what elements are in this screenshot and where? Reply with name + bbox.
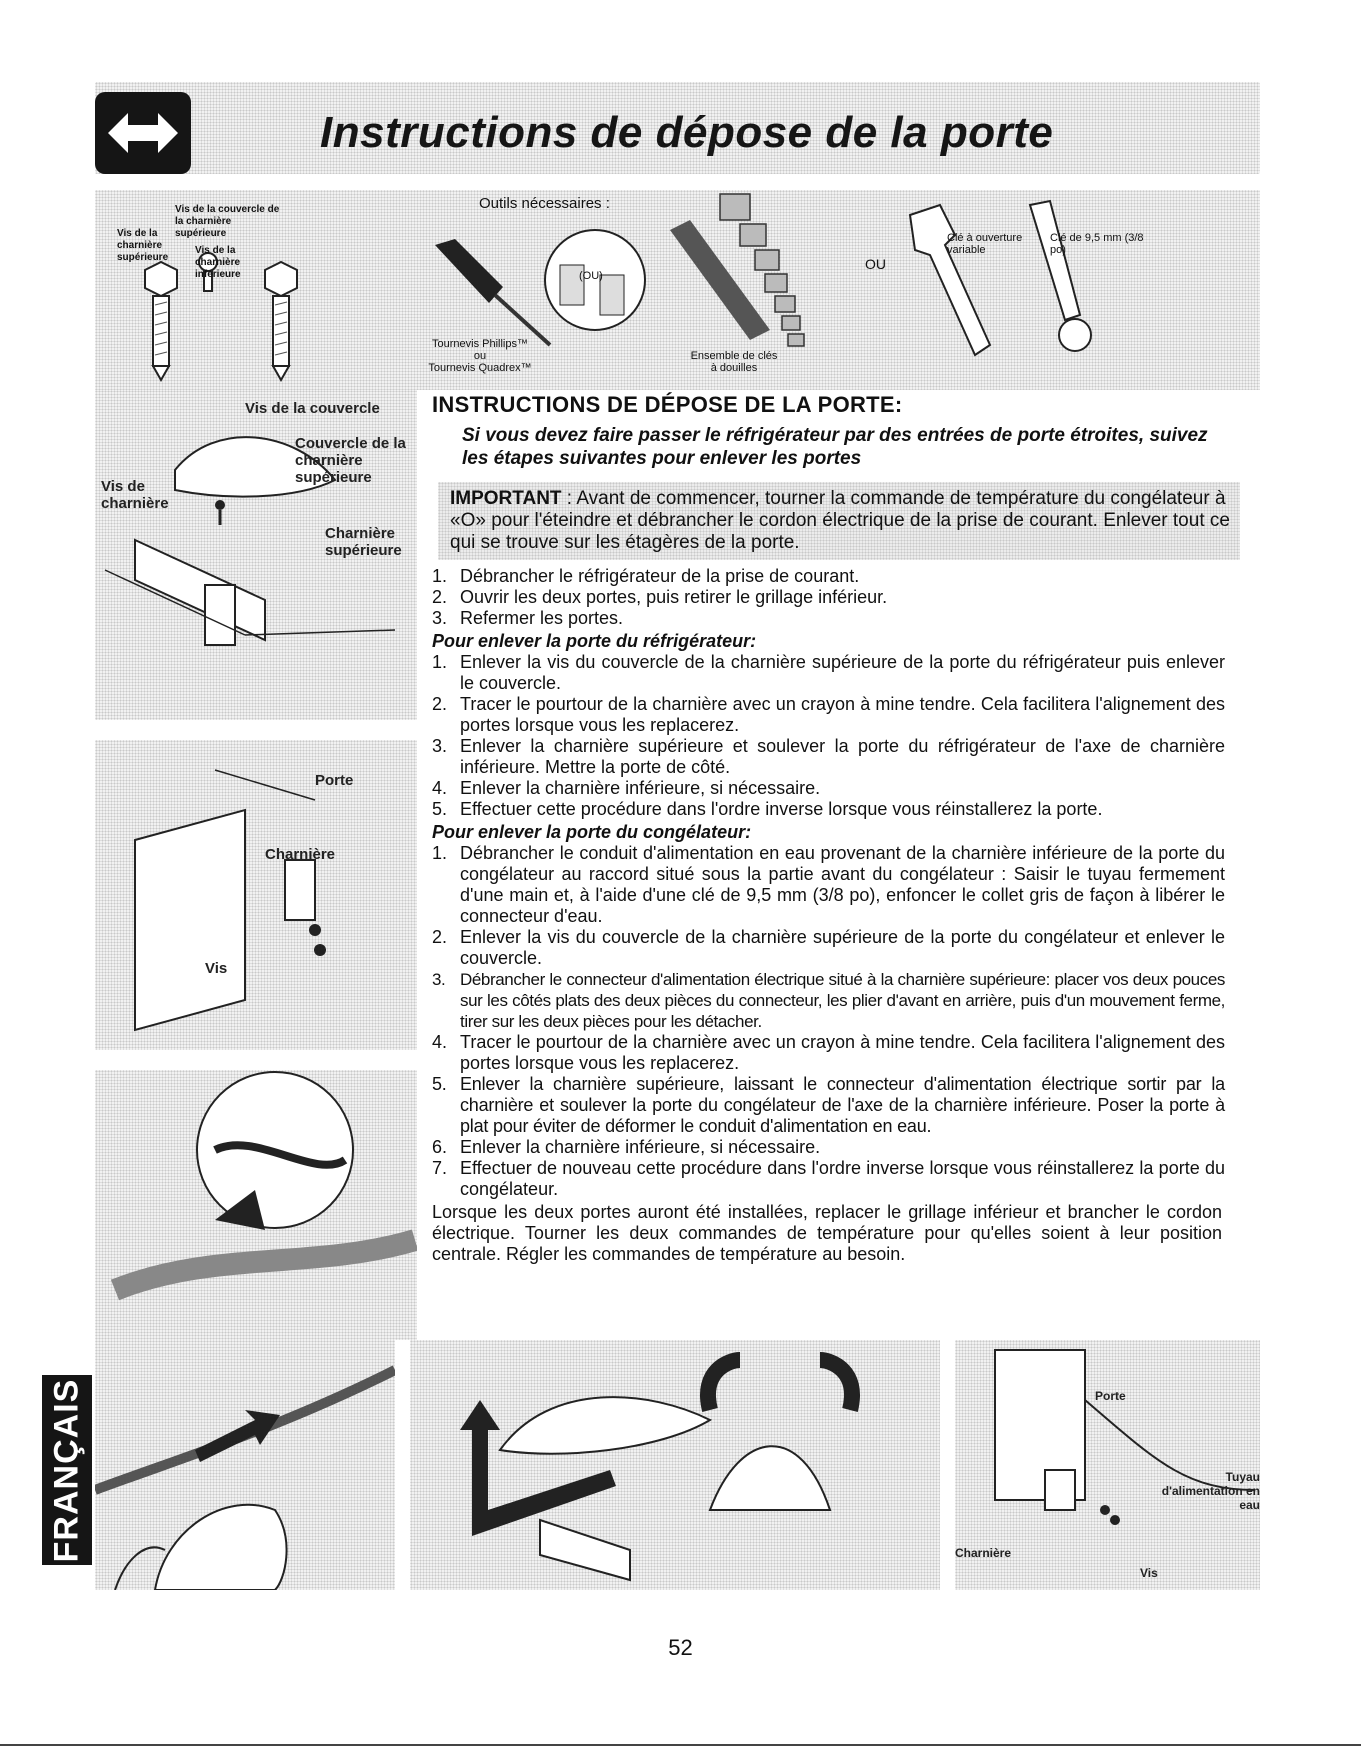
water-line-illustration — [95, 1070, 417, 1340]
list-item — [432, 778, 1225, 799]
step-number: 1. — [432, 566, 448, 586]
cover-screw-label: Vis de la couvercle de la charnière supérieure — [175, 204, 280, 239]
step-text: Enlever la charnière supérieure, laissant le connecteur d'alimentation électrique sortir par la charnière et soulever la porte du congélateur de l'axe de la charnière inférieure. Poser la porte à plat pour éviter de déformer le conduit d'alimentation en eau. — [460, 1074, 1225, 1136]
language-label: FRANÇAIS — [47, 1378, 86, 1562]
combination-wrench-icon — [1020, 195, 1110, 375]
list-item — [432, 652, 1225, 694]
bottom-hinge-illustration — [95, 740, 417, 1050]
double-arrow-icon — [108, 111, 178, 155]
hinge-screw-callout: Vis de charnière — [101, 478, 169, 512]
logo — [95, 92, 191, 174]
step-number: 1. — [432, 843, 448, 863]
list-item — [432, 587, 1225, 608]
step-number: 3. — [432, 736, 448, 756]
list-item — [432, 799, 1225, 820]
freezer-hinge-illustration — [955, 1340, 1260, 1590]
water-line-diagram — [95, 1070, 417, 1340]
screw-callout-bottom: Vis — [1140, 1566, 1158, 1580]
cover-screw-callout: Vis de la couvercle — [245, 400, 380, 417]
step-number: 3. — [432, 608, 448, 628]
tools-needed-label: Outils nécessaires : — [479, 195, 610, 212]
hinge-cover-callout: Couvercle de la charnière supérieure — [295, 435, 406, 486]
tools-band — [95, 190, 1260, 390]
top-hinge-callout: Charnière supérieure — [325, 525, 402, 559]
hinge-callout-bottom: Charnière — [955, 1546, 1012, 1560]
step-number: 2. — [432, 927, 448, 947]
list-item — [432, 927, 1225, 969]
or-label-wrench: OU — [865, 256, 886, 272]
step-text: Enlever la vis du couvercle de la charnière supérieure de la porte du congélateur et enlever le couvercle. — [460, 927, 1225, 968]
bottom-hinge-diagram — [95, 740, 417, 1050]
step-text: Tracer le pourtour de la charnière avec un crayon à mine tendre. Cela facilitera l'alignement des portes lorsque vous les replacerez. — [460, 1032, 1225, 1073]
divider — [0, 1744, 1361, 1746]
fridge-heading: Pour enlever la porte du réfrigérateur: — [432, 631, 757, 651]
page-title: Instructions de dépose de la porte — [320, 108, 1054, 157]
list-item — [432, 736, 1225, 778]
list-item — [432, 843, 1225, 927]
water-line-callout: Tuyau d'alimentation en eau — [1161, 1470, 1260, 1512]
remove-hinge-illustration — [410, 1340, 940, 1590]
step-text: Effectuer de nouveau cette procédure dans l'ordre inverse lorsque vous réinstallerez la porte du congélateur. — [460, 1158, 1225, 1199]
screwdriver-label — [425, 338, 535, 374]
list-item — [432, 1032, 1225, 1074]
wrench-label: Clé de 9,5 mm (3/8 po) — [1050, 232, 1144, 256]
important-notice — [438, 482, 1240, 560]
hinge-callout: Charnière — [265, 846, 336, 863]
list-item — [432, 1074, 1225, 1137]
fridge-steps — [432, 652, 1225, 820]
important-label: IMPORTANT — [450, 488, 562, 509]
language-tab — [42, 1375, 92, 1565]
list-item — [432, 969, 1225, 1032]
step-number: 4. — [432, 1032, 448, 1052]
step-text: Débrancher le réfrigérateur de la prise de courant. — [460, 566, 860, 586]
freezer-heading: Pour enlever la porte du congélateur: — [432, 822, 752, 842]
list-item — [432, 1137, 1225, 1158]
disconnect-water-illustration — [95, 1340, 395, 1590]
top-hinge-screw-label: Vis de la charnière supérieure — [117, 228, 169, 263]
step-number: 1. — [432, 652, 448, 672]
list-item — [432, 566, 1225, 587]
step-text: Ouvrir les deux portes, puis retirer le grillage inférieur. — [460, 587, 888, 607]
door-callout-bottom: Porte — [1095, 1389, 1126, 1403]
list-item — [432, 694, 1225, 736]
step-number: 2. — [432, 587, 448, 607]
step-text: Tracer le pourtour de la charnière avec un crayon à mine tendre. Cela facilitera l'alignement des portes lorsque vous les replacerez. — [460, 694, 1225, 735]
step-number: 3. — [432, 970, 446, 989]
step-text: Enlever la vis du couvercle de la charnière supérieure de la porte du réfrigérateur puis enlever le couvercle. — [460, 652, 1225, 693]
screw-callout: Vis — [205, 960, 228, 977]
step-number: 4. — [432, 778, 448, 798]
step-number: 7. — [432, 1158, 448, 1178]
step-text: Enlever la charnière supérieure et soulever la porte du réfrigérateur de l'axe de charnière inférieure. Mettre la porte de côté. — [460, 736, 1225, 777]
step-number: 5. — [432, 1074, 447, 1094]
list-item — [432, 608, 1225, 629]
closing-paragraph: Lorsque les deux portes auront été installées, replacer le grillage inférieur et brancher le cordon électrique. Tourner les deux commandes de température pour qu'elles soient à leur position centrale. Régler les commandes de température au besoin. — [432, 1202, 1222, 1264]
page-number: 52 — [668, 1635, 693, 1660]
instructions-section — [420, 392, 1230, 1265]
step-text: Effectuer cette procédure dans l'ordre inverse lorsque vous réinstallerez la porte. — [460, 799, 1103, 819]
step-text: Enlever la charnière inférieure, si nécessaire. — [460, 778, 821, 798]
adjustable-wrench-icon — [890, 195, 1010, 375]
prep-steps — [432, 566, 1225, 629]
or-label-bits: (OU) — [579, 270, 603, 282]
instructions-title: INSTRUCTIONS DE DÉPOSE DE LA PORTE: — [432, 392, 903, 417]
hand-wrench-illustration — [95, 1340, 395, 1590]
important-text: : Avant de commencer, tourner la commande de température du congélateur à «O» pour l'éteindre et débrancher le cordon électrique de la prise de courant. Enlever tout ce qui se trouve sur les étagères de la porte. — [450, 488, 1230, 553]
lift-door-illustration — [410, 1340, 940, 1590]
instructions-subtitle: Si vous devez faire passer le réfrigérateur par des entrées de porte étroites, suivez les étapes suivantes pour enlever les portes — [462, 425, 1208, 469]
step-number: 2. — [432, 694, 448, 714]
socket-set-label: Ensemble de clés à douilles — [690, 350, 778, 374]
step-text: Débrancher le connecteur d'alimentation électrique situé à la charnière supérieure: placer vos deux pouces sur les côtés plats des deux pièces du connecteur, les plier d'avant en arrière, puis d'un mouvement ferme, tirer sur les deux pièces pour les détacher. — [460, 970, 1225, 1031]
step-text: Débrancher le conduit d'alimentation en eau provenant de la charnière inférieure de la porte du congélateur au raccord situé sous la partie avant du congélateur : Saisir le tuyau fermement d'une main et, à l'aide d'une clé de 9,5 mm (3/8 po), enfoncer le collet gris de façon à libérer le connecteur d'eau. — [460, 843, 1225, 926]
freezer-steps — [432, 843, 1225, 1200]
screwdriver-name: Tournevis Phillips™ — [432, 338, 528, 350]
list-item — [432, 1158, 1225, 1200]
step-number: 6. — [432, 1137, 448, 1157]
bottom-hinge-screw-label: Vis de la charnière inférieure — [195, 245, 241, 280]
step-text: Refermer les portes. — [460, 608, 624, 628]
screwdriver-or: ou — [473, 350, 487, 362]
hinge-cover-diagram — [95, 390, 417, 720]
step-number: 5. — [432, 799, 448, 819]
step-text: Enlever la charnière inférieure, si nécessaire. — [460, 1137, 821, 1157]
door-callout: Porte — [315, 772, 354, 789]
quadrex-name: Tournevis Quadrex™ — [428, 362, 532, 374]
adjustable-wrench-label: Clé à ouverture variable — [947, 232, 1023, 256]
